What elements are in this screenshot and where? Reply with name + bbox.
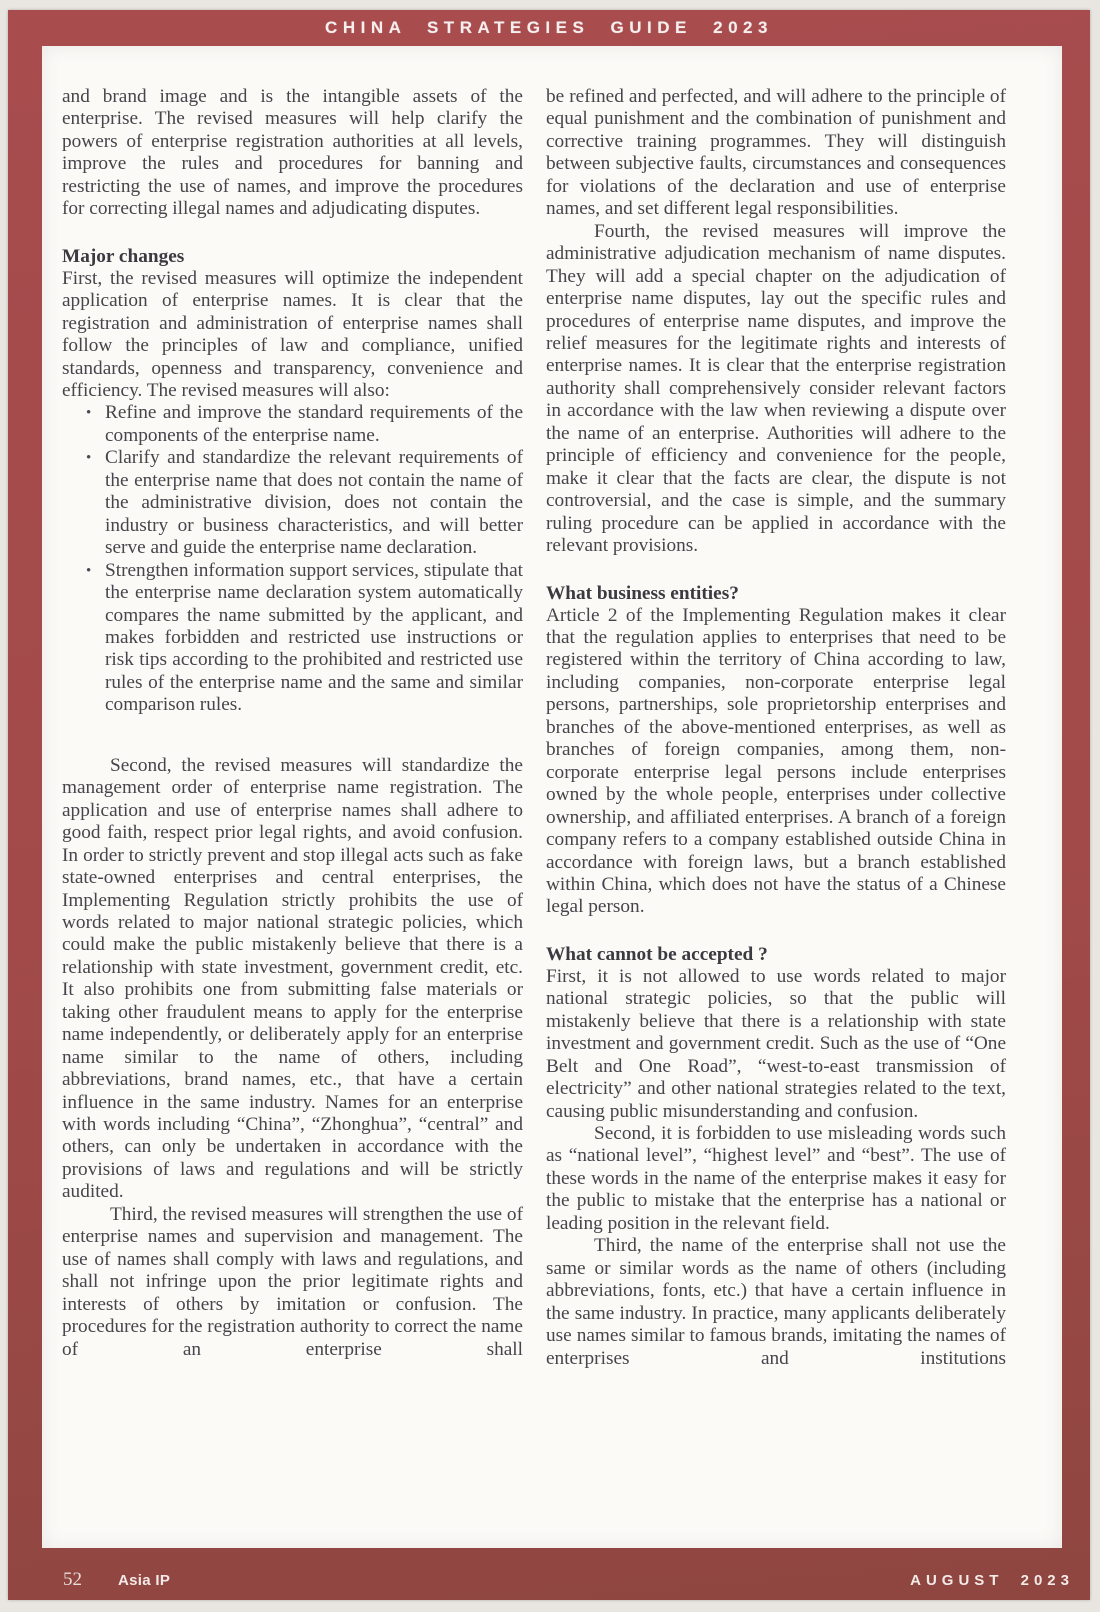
paragraph-fourth-measure: Fourth, the revised measures will improve the administrative adjudication mechanism of name disputes. They will add a special chapter on the adjudication of enterprise name disputes, lay out the specific rules and procedures of enterprise name disputes, and improve the relief measures for the legitimate rights and interests of enterprise names. It is clear that the enterprise registration authority shall comprehensively consider relevant factors in accordance with the law when reviewing a dispute over the name of an enterprise. Authorities will adhere to the principle of efficiency and convenience for the people, make it clear that the facts are clear, the dispute is not controversial, and the case is simple, and the summary ruling procedure can be applied in accordance with the relevant provisions. xyxy=(546,220,1006,557)
paragraph-second-measure: Second, the revised measures will standardize the management order of enterprise name registration. The application and use of enterprise names shall adhere to good faith, respect prior legal rights, and avoid confusion. In order to strictly prevent and stop illegal acts such as fake state-owned enterprises and central enterprises, the Implementing Regulation strictly prohibits the use of words related to major national strategic policies, which could make the public mistakenly believe that there is a relationship with state investment, government credit, etc. It also prohibits one from submitting false materials or taking other fraudulent means to apply for the enterprise name independently, or deliberately apply for an enterprise name similar to the name of others, including abbreviations, brand names, etc., that have a certain influence in the same industry. Names for an enterprise with words including “China”, “Zhonghua”, “central” and others, can only be undertaken in accordance with the provisions of laws and regulations and will be strictly audited. xyxy=(62,754,523,1203)
bullet-item: • Refine and improve the standard requirements of the components of the enterprise name. xyxy=(105,402,523,447)
heading-cannot-be-accepted: What cannot be accepted ? xyxy=(546,943,768,965)
header-band xyxy=(8,10,1090,46)
paragraph-restriction-second: Second, it is forbidden to use misleading words such as “national level”, “highest level” and “best”. The use of these words in the name of the enterprise makes it easy for the public to mistake that the enterprise has a national or leading position in the relevant field. xyxy=(546,1123,1006,1234)
page-paper xyxy=(42,46,1062,1548)
paragraph-first-measure: First, the revised measures will optimize the independent application of enterprise names. It is clear that the registration and administration of enterprise names shall follow the principles of law and compliance, unified standards, openness and transparency, convenience and efficiency. The revised measures will also: xyxy=(62,267,523,401)
guide-title: CHINA STRATEGIES GUIDE 2023 xyxy=(325,18,773,37)
footer-band xyxy=(8,1546,1090,1600)
bullet-item: • Clarify and standardize the relevant requirements of the enterprise name that does not contain the name of the administrative division, does not contain the industry or business characteristics, and will better serve and guide the enterprise name declaration. xyxy=(105,447,523,559)
paragraph-restriction-first: First, it is not allowed to use words related to major national strategic policies, so that the public will mistakenly believe that there is a relationship with state investment and government credit. Such as the use of “One Belt and One Road”, “west-to-east transmission of electricity” and other national strategies related to the text, causing public misunderstanding and confusion. xyxy=(546,965,1006,1122)
heading-business-entities: What business entities? xyxy=(546,582,739,604)
page-border-frame xyxy=(8,10,1090,1600)
right-column xyxy=(546,86,1006,1370)
bullet-item: • Strengthen information support services, stipulate that the enterprise name declaration system automatically compares the name submitted by the applicant, and makes forbidden and restricted use instructions or risk tips according to the prohibited and restricted use rules of the enterprise name and the same and similar comparison rules. xyxy=(105,560,523,717)
paragraph-restriction-third: Third, the name of the enterprise shall not use the same or similar words as the name of others (including abbreviations, fonts, etc.) that have a certain influence in the same industry. In practice, many applicants deliberately use names similar to famous brands, imitating the names of enterprises and institutions xyxy=(546,1235,1006,1369)
paragraph-article-2: Article 2 of the Implementing Regulation makes it clear that the regulation applies to enterprises that need to be registered within the territory of China according to law, including companies, non-corporate enterprise legal persons, partnerships, sole proprietorship enterprises and branches of the above-mentioned enterprises, as well as branches of foreign companies, among them, non-corporate enterprise legal persons include enterprises owned by the whole people, enterprises under collective ownership, and affiliated enterprises. A branch of a foreign company refers to a company established outside China in accordance with foreign laws, but a branch established within China, which does not have the status of a Chinese legal person. xyxy=(546,604,1006,918)
paragraph-intro: and brand image and is the intangible assets of the enterprise. The revised measures will help clarify the powers of enterprise registration authorities at all levels, improve the rules and procedures for banning and restricting the use of names, and improve the procedures for correcting illegal names and adjudicating disputes. xyxy=(62,86,523,220)
paragraph-third-measure: Third, the revised measures will strengthen the use of enterprise names and supervision and management. The use of names shall comply with laws and regulations, and shall not infringe upon the prior legitimate rights and interests of others by imitation or confusion. The procedures for the registration authority to correct the name of an enterprise shall xyxy=(62,1203,523,1360)
footer-issue-date: AUGUST 2023 xyxy=(910,1571,1074,1589)
footer-left-group xyxy=(63,1569,170,1591)
paragraph-refined: be refined and perfected, and will adhere to the principle of equal punishment and the combination of punishment and corrective training programmes. They will distinguish between subjective faults, circumstances and consequences for violations of the declaration and use of enterprise names, and set different legal responsibilities. xyxy=(546,86,1006,220)
footer-publication-name: Asia IP xyxy=(118,1572,171,1589)
bullet-list xyxy=(62,402,523,716)
page-content xyxy=(42,46,1062,1370)
two-column-layout xyxy=(62,86,1006,1370)
left-column xyxy=(62,86,523,1370)
heading-major-changes: Major changes xyxy=(62,245,185,267)
footer-page-number: 52 xyxy=(63,1569,82,1590)
